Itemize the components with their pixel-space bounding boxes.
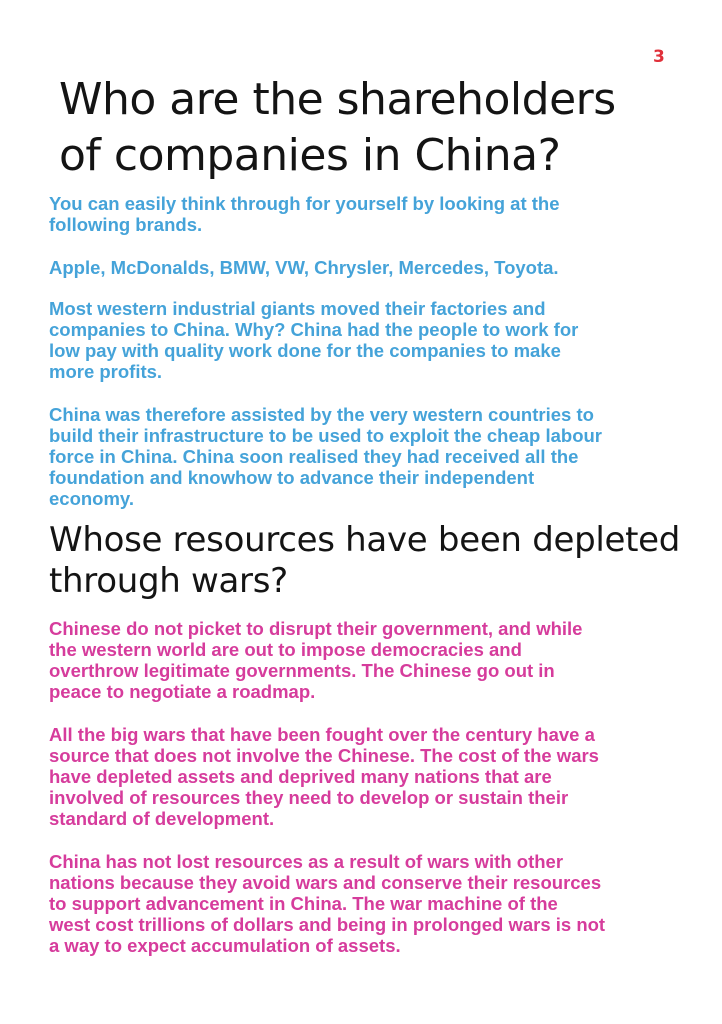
- section-1-heading: Who are the shareholders of companies in China?: [59, 74, 616, 181]
- section-1-paragraph-3: Most western industrial giants moved their factories and companies to China. Why? China had the people to work for low pay with quality work done for the companies to make more profits.: [49, 298, 579, 382]
- section-2-paragraph-3: China has not lost resources as a result of wars with other nations because they avoid wars and conserve their resources to support advancement in China. The war machine of the west cost trillions of dollars and being in prolonged wars is not a way to expect accumulation of assets.: [49, 851, 606, 956]
- section-1-paragraph-4: China was therefore assisted by the very western countries to build their infrastructure to be used to exploit the cheap labour force in China. China soon realised they had received all the foundation and knowhow to advance their independent economy.: [49, 404, 603, 509]
- section-1-paragraph-1: You can easily think through for yourself by looking at the following brands.: [49, 193, 560, 235]
- section-2-paragraph-2: All the big wars that have been fought over the century have a source that does not involve the Chinese. The cost of the wars have depleted assets and deprived many nations that are involved of resources they need to develop or sustain their standard of development.: [49, 724, 599, 829]
- page-number: 3: [653, 47, 665, 67]
- section-2-heading: Whose resources have been depleted through wars?: [49, 520, 681, 601]
- section-1-paragraph-2: Apple, McDonalds, BMW, VW, Chrysler, Mercedes, Toyota.: [49, 257, 559, 278]
- section-2-paragraph-1: Chinese do not picket to disrupt their government, and while the western world are out to impose democracies and overthrow legitimate governments. The Chinese go out in peace to negotiate a roadmap.: [49, 618, 583, 702]
